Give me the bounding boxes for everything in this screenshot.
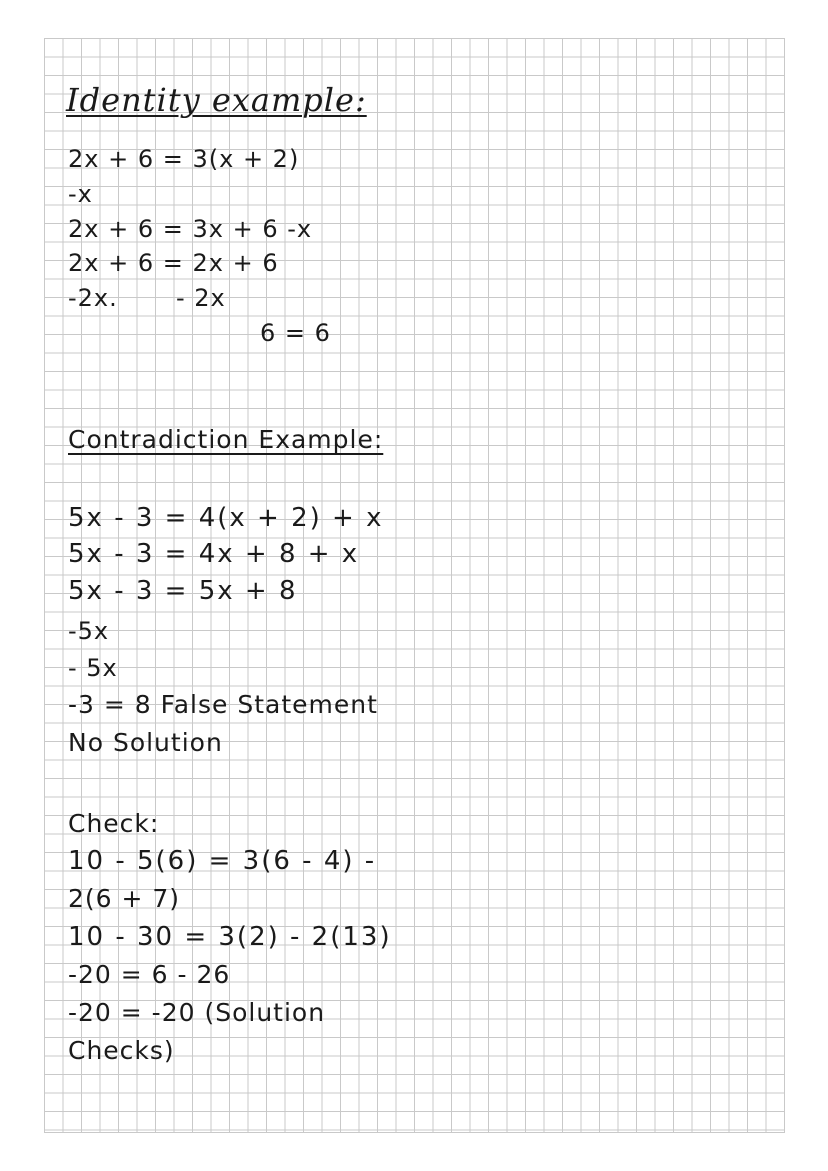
check-line-5: -20 = -20 (Solution (68, 998, 326, 1027)
contradiction-line-4: -5x (68, 617, 110, 645)
identity-line-3: 2x + 6 = 3x + 6 -x (68, 215, 313, 243)
contradiction-title: Contradiction Example: (68, 425, 384, 454)
contradiction-line-1: 5x - 3 = 4(x + 2) + x (68, 503, 384, 533)
contradiction-line-6: -3 = 8 False Statement (68, 690, 378, 719)
check-title: Check: (68, 809, 160, 838)
identity-line-2: -x (68, 180, 93, 208)
check-line-3: 10 - 30 = 3(2) - 2(13) (68, 922, 392, 952)
contradiction-line-2: 5x - 3 = 4x + 8 + x (68, 539, 360, 569)
identity-line-1: 2x + 6 = 3(x + 2) (68, 145, 300, 173)
identity-line-6: - 2x (176, 284, 226, 312)
check-line-4: -20 = 6 - 26 (68, 960, 231, 989)
contradiction-line-5: - 5x (68, 654, 118, 682)
graph-paper-sheet (44, 38, 785, 1133)
contradiction-line-3: 5x - 3 = 5x + 8 (68, 576, 298, 606)
identity-line-4: 2x + 6 = 2x + 6 (68, 249, 279, 277)
identity-line-7: 6 = 6 (260, 319, 331, 347)
contradiction-line-7: No Solution (68, 728, 223, 757)
identity-title: Identity example: (66, 81, 367, 119)
identity-line-5: -2x. (68, 284, 118, 312)
check-line-1: 10 - 5(6) = 3(6 - 4) - (68, 846, 377, 876)
check-line-2: 2(6 + 7) (68, 884, 181, 913)
check-line-6: Checks) (68, 1036, 175, 1065)
